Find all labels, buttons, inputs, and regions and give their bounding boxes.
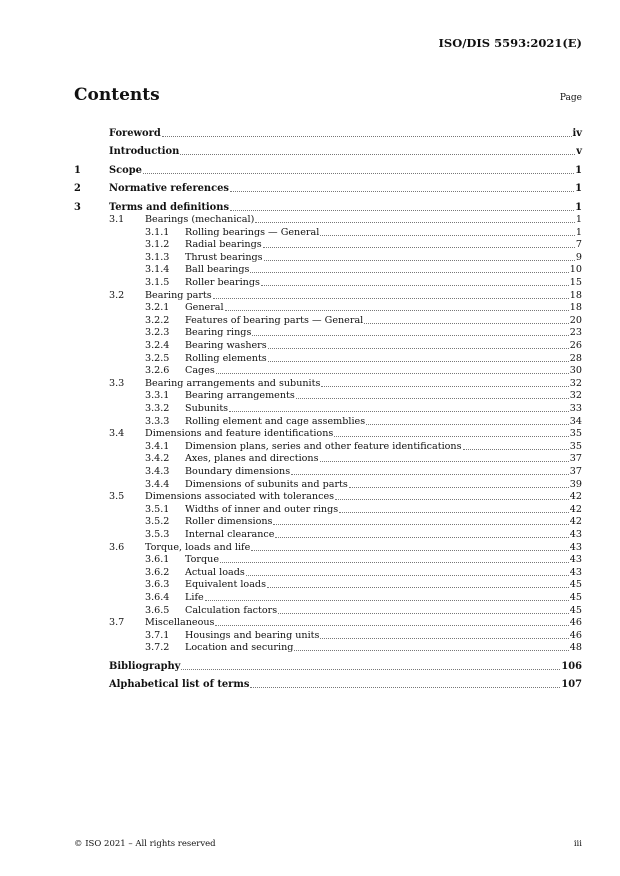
toc-entry[interactable] <box>74 276 582 289</box>
toc-entry-label: Calculation factors <box>185 604 278 616</box>
toc-entry-number: 3.2.1 <box>145 302 170 314</box>
toc-entry-number: 3.1.1 <box>145 226 170 238</box>
toc-entry[interactable] <box>74 673 582 692</box>
toc-entry-page: 45 <box>569 604 582 616</box>
toc-entry-number: 3.5.2 <box>145 516 170 528</box>
toc-entry-page: iv <box>572 127 582 139</box>
toc-leader-dots <box>268 361 569 362</box>
toc-entry-label: Radial bearings <box>185 239 262 251</box>
toc-entry[interactable] <box>74 629 582 642</box>
toc-entry[interactable] <box>74 302 582 315</box>
toc-leader-dots <box>321 386 568 387</box>
toc-entry-number: 3.3 <box>109 377 125 389</box>
toc-leader-dots <box>320 461 569 462</box>
toc-leader-dots <box>296 398 569 399</box>
toc-entry-page: 10 <box>569 264 582 276</box>
toc-entry[interactable] <box>74 289 582 302</box>
toc-entry-page: 28 <box>569 352 582 364</box>
toc-leader-dots <box>267 587 569 588</box>
toc-entry-label: Scope <box>109 164 142 176</box>
toc-leader-dots <box>349 487 569 488</box>
toc-entry-number: 3.6.3 <box>145 579 170 591</box>
toc-entry-page: 42 <box>569 516 582 528</box>
toc-entry-page: 34 <box>569 415 582 427</box>
toc-entry-page: 18 <box>569 289 582 301</box>
toc-entry-page: 43 <box>569 528 582 540</box>
toc-entry-label: Bibliography <box>109 660 181 672</box>
toc-entry[interactable] <box>74 158 582 177</box>
toc-leader-dots <box>213 298 569 299</box>
toc-entry[interactable] <box>74 264 582 277</box>
toc-entry-label: Foreword <box>109 127 161 139</box>
toc-entry-label: Alphabetical list of terms <box>109 679 250 691</box>
toc-leader-dots <box>143 173 574 174</box>
toc-leader-dots <box>230 210 574 211</box>
toc-leader-dots <box>275 537 568 538</box>
toc-entry-number: 1 <box>74 164 81 176</box>
toc-entry-page: 43 <box>569 566 582 578</box>
toc-entry-page: 9 <box>575 251 582 263</box>
toc-entry-number: 3.4.4 <box>145 478 170 490</box>
toc-entry-page: 35 <box>569 440 582 452</box>
toc-entry-number: 3.6.1 <box>145 554 170 566</box>
toc-entry[interactable] <box>74 453 582 466</box>
toc-entry-number: 3.4.3 <box>145 465 170 477</box>
toc-entry-number: 3.7.1 <box>145 629 170 641</box>
toc-entry-label: Rolling elements <box>185 352 267 364</box>
toc-entry-number: 3.2.2 <box>145 314 170 326</box>
toc-leader-dots <box>255 222 575 223</box>
toc-entry-label: Bearing arrangements <box>185 390 295 402</box>
toc-entry-label: Features of bearing parts — General <box>185 314 364 326</box>
toc-entry[interactable] <box>74 226 582 239</box>
toc-entry[interactable] <box>74 654 582 673</box>
toc-entry-label: Rolling bearings — General <box>185 226 320 238</box>
toc-entry[interactable] <box>74 554 582 567</box>
toc-entry-label: Dimensions associated with tolerances <box>145 491 335 503</box>
toc-entry-number: 2 <box>74 183 81 194</box>
toc-leader-dots <box>273 524 568 525</box>
toc-entry-page: 106 <box>561 660 582 672</box>
toc-entry-page: 20 <box>569 314 582 326</box>
toc-leader-dots <box>220 562 569 563</box>
toc-entry-label: Bearing arrangements and subunits <box>145 377 321 389</box>
toc-entry-page: 42 <box>569 503 582 515</box>
toc-entry-page: 1 <box>575 201 582 213</box>
toc-entry[interactable] <box>74 214 582 227</box>
toc-entry-number: 3.5.1 <box>145 503 170 515</box>
toc-entry-page: 48 <box>569 642 582 654</box>
toc-entry[interactable] <box>74 503 582 516</box>
toc-entry-label: Miscellaneous <box>145 617 215 629</box>
toc-leader-dots <box>205 600 569 601</box>
toc-entry-label: Life <box>185 591 204 603</box>
toc-entry-number: 3.2.6 <box>145 365 170 377</box>
toc-entry-page: 26 <box>569 340 582 352</box>
toc-entry-page: 18 <box>569 302 582 314</box>
footer-copyright: © ISO 2021 – All rights reserved <box>74 839 216 849</box>
toc-entry-label: Bearings (mechanical) <box>145 214 255 226</box>
toc-entry-label: Dimensions of subunits and parts <box>185 478 348 490</box>
toc-entry-label: Actual loads <box>185 566 245 578</box>
toc-entry-page: 37 <box>569 453 582 465</box>
toc-leader-dots <box>162 136 572 137</box>
toc-entry-label: Cages <box>185 365 215 377</box>
toc-entry-page: 43 <box>569 541 582 553</box>
toc-entry[interactable] <box>74 541 582 554</box>
toc-entry-label: Dimensions and feature identifications <box>145 428 334 440</box>
toc-entry-page: 43 <box>569 554 582 566</box>
toc-entry[interactable] <box>74 478 582 491</box>
toc-leader-dots <box>250 272 568 273</box>
toc-entry-page: 32 <box>569 390 582 402</box>
toc-entry[interactable] <box>74 327 582 340</box>
toc-leader-dots <box>180 154 575 155</box>
toc-entry-label: Subunits <box>185 403 229 414</box>
toc-entry[interactable] <box>74 251 582 264</box>
toc-entry-page: 1 <box>575 164 582 176</box>
toc-entry-label: Introduction <box>109 146 180 157</box>
toc-entry[interactable] <box>74 415 582 428</box>
toc-entry-label: Axes, planes and directions <box>185 453 319 465</box>
toc-entry-number: 3 <box>74 201 81 213</box>
toc-entry-number: 3.2.4 <box>145 340 170 352</box>
toc-leader-dots <box>216 373 569 374</box>
toc-entry[interactable] <box>74 642 582 655</box>
toc-leader-dots <box>261 285 569 286</box>
toc-entry-number: 3.6.2 <box>145 566 170 578</box>
toc-entry-page: 35 <box>569 428 582 440</box>
toc-entry-label: Equivalent loads <box>185 579 266 591</box>
toc-entry-page: v <box>576 146 582 157</box>
page-title: Contents <box>74 85 160 105</box>
toc-entry[interactable] <box>74 516 582 529</box>
toc-entry[interactable] <box>74 121 582 140</box>
toc-entry-label: Widths of inner and outer rings <box>185 503 339 515</box>
toc-entry[interactable] <box>74 390 582 403</box>
toc-entry-number: 3.6.5 <box>145 604 170 616</box>
toc-leader-dots <box>264 260 575 261</box>
toc-leader-dots <box>250 687 560 688</box>
toc-entry-label: Bearing washers <box>185 340 267 352</box>
toc-entry-number: 3.4.1 <box>145 440 170 452</box>
toc-entry-number: 3.5.3 <box>145 528 170 540</box>
toc-entry-label: Location and securing <box>185 642 294 654</box>
toc-entry-page: 42 <box>569 491 582 503</box>
toc-entry[interactable] <box>74 440 582 453</box>
toc-entry-page: 7 <box>575 239 582 251</box>
toc-entry-number: 3.4 <box>109 428 125 440</box>
toc-entry-label: Torque <box>185 554 220 566</box>
toc-entry[interactable] <box>74 465 582 478</box>
toc-leader-dots <box>230 191 574 192</box>
toc-entry-number: 3.3.2 <box>145 403 170 414</box>
toc-entry-label: Roller dimensions <box>185 516 273 528</box>
toc-entry-number: 3.3.1 <box>145 390 170 402</box>
toc-entry[interactable] <box>74 566 582 579</box>
toc-entry-label: Rolling element and cage assemblies <box>185 415 366 427</box>
toc-entry-page: 32 <box>569 377 582 389</box>
toc-entry-label: Roller bearings <box>185 277 260 289</box>
toc-entry-label: Internal clearance <box>185 528 275 540</box>
footer-page-number: iii <box>573 839 582 849</box>
toc-entry-label: Bearing parts <box>145 289 212 301</box>
toc-entry-number: 3.5 <box>109 491 125 503</box>
toc-entry[interactable] <box>74 528 582 541</box>
toc-leader-dots <box>335 499 569 500</box>
toc-leader-dots <box>251 550 569 551</box>
toc-entry-number: 3.6 <box>109 541 125 553</box>
toc-leader-dots <box>364 323 569 324</box>
toc-entry[interactable] <box>74 140 582 159</box>
toc-leader-dots <box>334 436 568 437</box>
toc-entry-number: 3.7 <box>109 617 125 629</box>
toc-entry-page: 1 <box>575 183 582 194</box>
toc-leader-dots <box>181 669 560 670</box>
toc-entry[interactable] <box>74 365 582 378</box>
toc-leader-dots <box>291 474 569 475</box>
toc-entry[interactable] <box>74 314 582 327</box>
toc-entry[interactable] <box>74 402 582 415</box>
toc-entry-number: 3.2.5 <box>145 352 170 364</box>
toc-entry-page: 45 <box>569 591 582 603</box>
toc-entry-label: Terms and definitions <box>109 201 230 213</box>
toc-entry[interactable] <box>74 195 582 214</box>
toc-entry-page: 1 <box>575 226 582 238</box>
toc-entry-number: 3.1 <box>109 214 125 226</box>
toc-entry-number: 3.4.2 <box>145 453 170 465</box>
toc-entry-number: 3.6.4 <box>145 591 170 603</box>
toc-entry-page: 46 <box>569 617 582 629</box>
toc-entry-number: 3.1.3 <box>145 251 170 263</box>
toc-entry-page: 33 <box>569 403 582 414</box>
toc-entry-number: 3.2.3 <box>145 327 170 339</box>
toc-entry[interactable] <box>74 377 582 390</box>
toc-entry[interactable] <box>74 339 582 352</box>
toc-entry-label: Dimension plans, series and other feature identifications <box>185 440 462 452</box>
toc-entry[interactable] <box>74 491 582 504</box>
toc-entry-page: 107 <box>561 679 582 691</box>
toc-leader-dots <box>215 625 568 626</box>
toc-entry-page: 45 <box>569 579 582 591</box>
toc-entry[interactable] <box>74 239 582 252</box>
toc-entry-number: 3.1.2 <box>145 239 170 251</box>
toc-leader-dots <box>463 449 569 450</box>
toc-entry-label: Torque, loads and life <box>145 541 251 553</box>
toc-entry-label: Boundary dimensions <box>185 465 291 477</box>
toc-entry[interactable] <box>74 579 582 592</box>
toc-entry-page: 30 <box>569 365 582 377</box>
toc-entry-label: General <box>185 302 224 314</box>
toc-leader-dots <box>320 638 568 639</box>
toc-leader-dots <box>246 575 569 576</box>
toc-entry-number: 3.2 <box>109 289 125 301</box>
toc-entry[interactable] <box>74 591 582 604</box>
toc-leader-dots <box>225 310 569 311</box>
toc-entry[interactable] <box>74 352 582 365</box>
toc-entry-number: 3.1.4 <box>145 264 170 276</box>
toc-leader-dots <box>339 512 569 513</box>
toc-entry-page: 1 <box>575 214 582 226</box>
toc-entry-number: 3.7.2 <box>145 642 170 654</box>
toc-entry-label: Thrust bearings <box>185 251 263 263</box>
toc-entry-page: 37 <box>569 465 582 477</box>
toc-entry-page: 46 <box>569 629 582 641</box>
toc-leader-dots <box>229 411 569 412</box>
toc-entry-label: Housings and bearing units <box>185 629 320 641</box>
toc-leader-dots <box>252 335 568 336</box>
toc-leader-dots <box>268 348 569 349</box>
toc-leader-dots <box>366 424 569 425</box>
toc-leader-dots <box>263 247 575 248</box>
toc-entry-page: 15 <box>569 277 582 289</box>
toc-entry[interactable] <box>74 617 582 630</box>
toc-entry-label: Normative references <box>109 183 229 194</box>
toc-entry-label: Ball bearings <box>185 264 250 276</box>
toc-entry-page: 39 <box>569 478 582 490</box>
toc-entry-number: 3.1.5 <box>145 277 170 289</box>
table-of-contents <box>74 121 582 691</box>
page-column-label: Page <box>559 93 582 103</box>
toc-entry[interactable] <box>74 177 582 196</box>
toc-entry[interactable] <box>74 604 582 617</box>
toc-entry-label: Bearing rings <box>185 327 252 339</box>
toc-leader-dots <box>278 613 569 614</box>
toc-entry[interactable] <box>74 428 582 441</box>
toc-entry-number: 3.3.3 <box>145 415 170 427</box>
toc-leader-dots <box>294 650 568 651</box>
toc-entry-page: 23 <box>569 327 582 339</box>
document-id-header: ISO/DIS 5593:2021(E) <box>438 36 582 50</box>
toc-leader-dots <box>320 235 575 236</box>
